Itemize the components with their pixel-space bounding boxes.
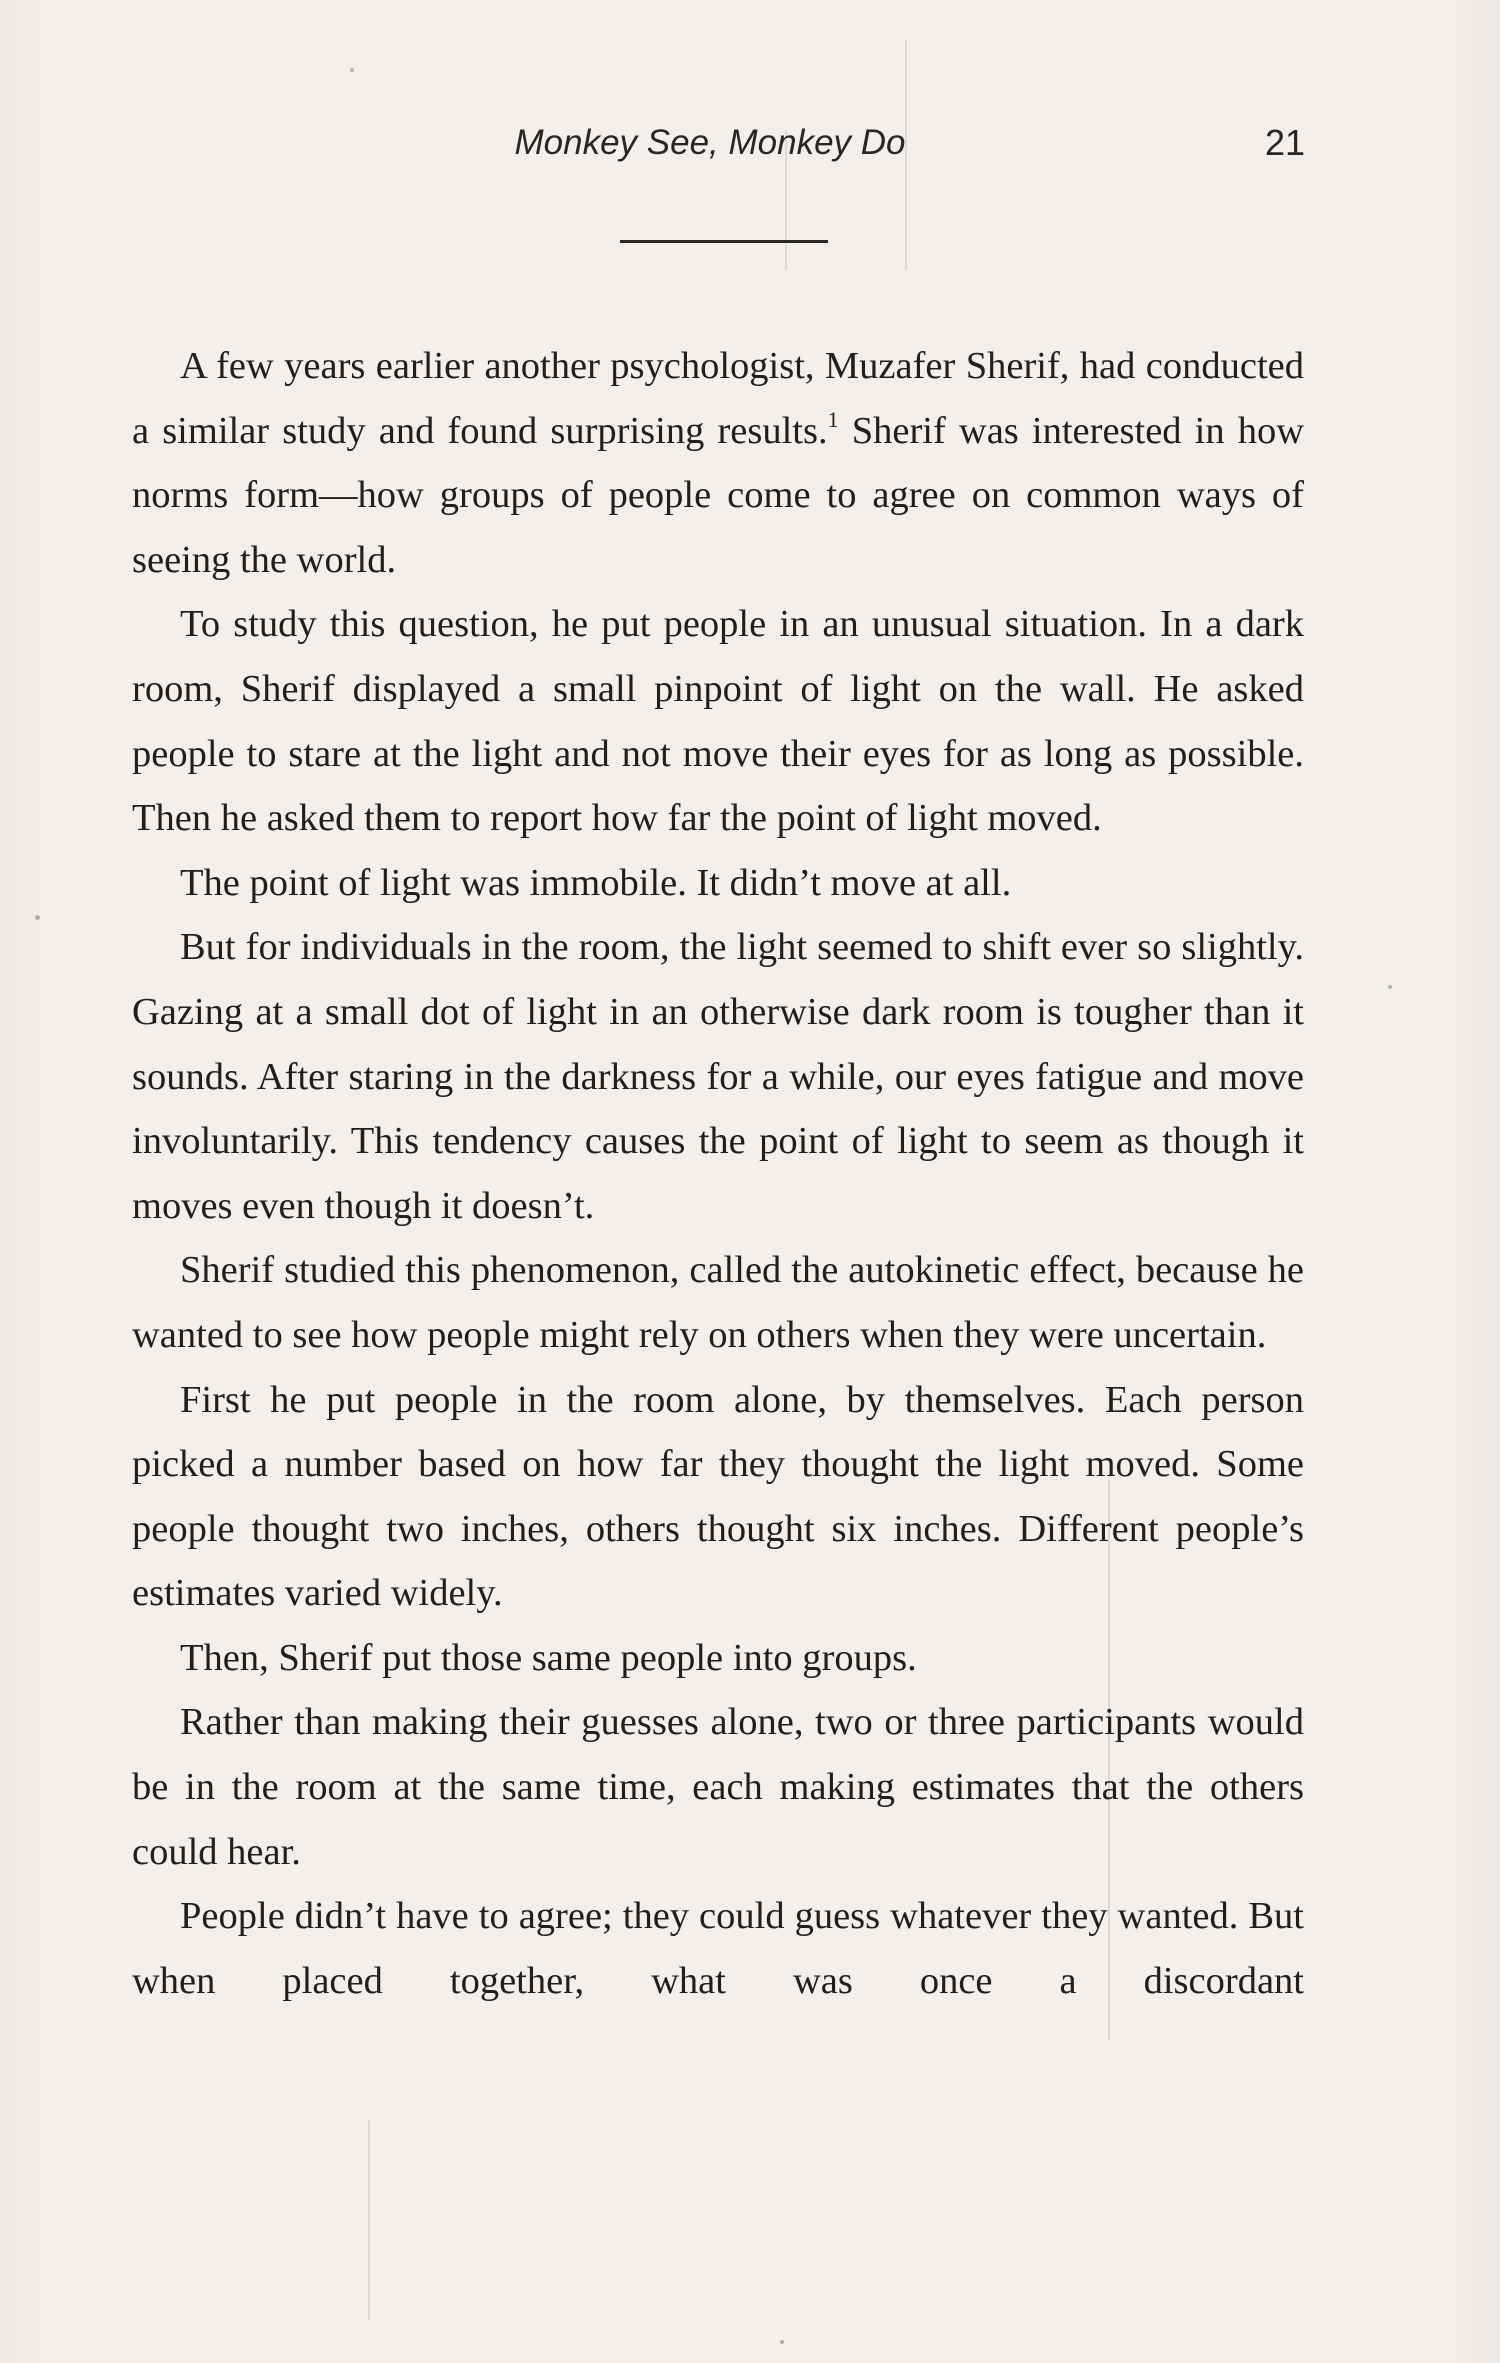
page-speck xyxy=(350,68,354,72)
paragraph-text: Sherif was interested in how norms form—how groups of people come to agree on common ways of seeing the world. xyxy=(132,409,1305,581)
page-crease-mark xyxy=(368,2120,370,2320)
body-text xyxy=(132,334,1304,2013)
paragraph: First he put people in the room alone, by themselves. Each person picked a number based on how far they thought the light moved. Some people thought two inches, others thought six inches. Different people’s estimates varied widely. xyxy=(132,1378,1304,1615)
paragraph: But for individuals in the room, the light seemed to shift ever so slightly. Gazing at a small dot of light in an otherwise dark room is tougher than it sounds. After staring in the darkness for a while, our eyes fatigue and move involuntarily. This tendency causes the point of light to seem as though it moves even though it doesn’t. xyxy=(132,926,1304,1227)
paragraph: The point of light was immobile. It didn’t move at all. xyxy=(180,861,1012,904)
paragraph: To study this question, he put people in an unusual situation. In a dark room, Sherif displayed a small pinpoint of light on the wall. He asked people to stare at the light and not move their eyes for as long as possible. Then he asked them to report how far the point of light moved. xyxy=(132,603,1304,840)
running-header xyxy=(130,118,1305,168)
page-speck xyxy=(1388,985,1392,989)
paragraph-text: A few years earlier another psychologist, Muzafer Sherif, had conducted a similar study and found surprising results. xyxy=(132,345,1304,452)
page-speck xyxy=(780,2340,784,2344)
running-title: Monkey See, Monkey Do xyxy=(514,123,906,162)
paragraph xyxy=(132,334,1304,592)
page-number: 21 xyxy=(1264,122,1305,163)
page-speck xyxy=(35,915,40,920)
footnote-marker: 1 xyxy=(827,406,839,432)
section-divider-rule xyxy=(620,240,828,243)
paragraph: Sherif studied this phenomenon, called the autokinetic effect, because he wanted to see how people might rely on others when they were uncertain. xyxy=(132,1249,1304,1356)
paragraph: People didn’t have to agree; they could guess whatever they wanted. But when placed together, what was once a discordant xyxy=(132,1895,1304,2002)
paragraph: Rather than making their guesses alone, two or three participants would be in the room at the same time, each making estimates that the others could hear. xyxy=(132,1701,1304,1873)
paragraph: Then, Sherif put those same people into groups. xyxy=(180,1636,917,1679)
